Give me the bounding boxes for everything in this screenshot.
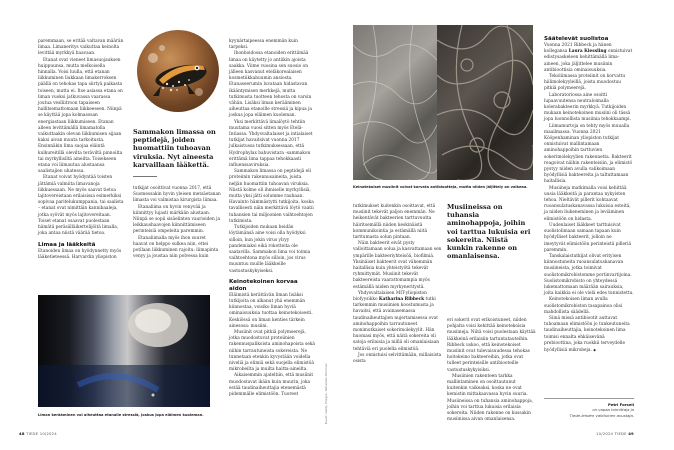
snail-photo [38, 295, 210, 407]
body-paragraph: Etanaliima on hyvin venyvää ja kiinnittyy lujasti märkään alustaan. Niinpä se sopii sisäelinten vaurioiden ja leikkaushaavojen kiinnittämiseen perinteisiä ompeleita paremmin. [133, 204, 220, 235]
author-bio-line: Tiede-lehden vakituinen avustaja. [569, 412, 634, 418]
body-paragraph: Liimamurtoja on tehty myös muualla maailmassa. Vuonna 2021 Kööpenhaminan yliopiston tutkijat onnistuivat mallintamaan aminohappoihin tarttuvien sokerimolekyylien rakennetta. Bakteerit reagoivat näihin rakenteisiin, ja elimistö pystyy niiden avulla valikoimaan hyödyllisiä bakteereita ja taltuttamaan haitallisia. [544, 123, 633, 185]
body-paragraph: kyynärtaipeessa enemmän kuin tarpeksi. [229, 39, 298, 51]
body-paragraph: Yhdysvaltalaisen MIT-yliopiston biofyysikko Katharina Ribbeck tutki tarkemmin musiinien koostumusta ja havaitsi, että avainasemassa taudinaiheuttajien nujertamisessa ovat aminohappoihin tarrautuneet monimutkaiset sokerimolekyylit. Hän huomasi myös, että näitä sokereita oli satoja erilaisia ja niillä oli omanlaisiaan tehtäviä eri puolella elimistöä. [353, 290, 440, 352]
folio-left [19, 431, 57, 436]
body-paragraph: Eläimistä kerättävän liman lisäksi tutkijoita on alkanut yhä enemmän kiinnostaa, voisiko liman hyviä ominaisuuksia tuottaa keinotekoisesti. Keskiössä on liman kenties tärkein ainesosa: musiini. [229, 292, 313, 329]
body-paragraph: Tutkijoiden mukaan heidän löytämänsä aine voisi olla hyödyksi silloin, kun jokin virus ylryy pandemiaksi eikä rokotteita ole saatavilla. Sammakon lima voi toimia vaihtoehtona myös silloin, jos virus muuntuu muille lääkkeille vastustuskykyiseksi. [229, 225, 311, 274]
body-paragraph: Sammakon limassa on peptidejä eli proteiinin rakennusaineita, joista neljän huomattiin tuhoavan viruksia. Niistä kolme oli ihmiselle myrkyllisiä, mutta yksi jätti solumme rauhaan. Havainto hämmästytti tutkijoita, koska tavallisesti näin merkittävä löytö vaatii tuhansien tai miljoonien vaihtoehtojen tutkimista. [229, 169, 314, 224]
body-paragraph: Vuonna 2021 Ribbeck ja hänen kollegansa Laura Kiessling onnistuivat edistysaskeleen kehittämällä lima-aineen, joka jäljittelee musiinin antibioottisia ominaisuuksia. [544, 43, 633, 73]
subhead-saatelevat-suolistoa: Säätelevät suolistoa [544, 36, 609, 42]
magazine-name: TIEDE [614, 431, 627, 436]
magazine-name: TIEDE [26, 431, 39, 436]
body-paragraph: Musiineja matkimalla voisi kehittää uusia lääkkeitä ja parantaa nykyisten tehoa. Nieltävät pillerit kohtaavat ruoansulatuskanavassa lukuisia esteitä, ja niiden liukeneminen ja leviäminen elimistöön on hidasta. [544, 185, 631, 222]
page-number: 49 [628, 431, 634, 436]
photo-credit: Kuvat: Getty Images, Sebastian Pommer [324, 363, 328, 424]
person-name: Laura Kiessling [568, 49, 607, 55]
body-paragraph: Keinotekoisen liman avulla suolistomikrobiston tasapainoa olisi mahdollista säädellä. [544, 297, 623, 315]
person-name: Katharina Ribbeck [378, 297, 425, 303]
column-2 [133, 186, 221, 260]
body-paragraph: Etanoiden limaa on hyödynnetty myös lääketieteessä. Harvardin yliopiston [38, 248, 122, 260]
microscope-image-normal [353, 25, 437, 180]
body-paragraph: Uudenlaiset lääkkeet tarttuisivat suolistolimaan samaan tapaan kuin hyödylliset bakteerit, jolloin ne imeytyvät elimistöön perinteistä pilleriä paremmin. [544, 222, 632, 253]
end-mark-icon: ◆ [593, 347, 596, 352]
mucin-network-icon [437, 25, 533, 180]
body-paragraph: Tekoliimassa proteiinit on korvattu hiilimolekyyleillä, joista muodostuu pitkiä polymeerejä. [544, 74, 626, 92]
author-box [544, 402, 634, 418]
snail-icon [38, 295, 210, 407]
body-paragraph: Etanat voivat hyödyntää toisten jättämiä valmiita limavanoja liikkuessaan. Ne myös saavat tietoa lajitovereistaan erilaisissa esimerkiksi sopivaa paritelukumppania, tai saalista – etanat ovat nimittäin kannibaaleja, jotka syövät myös lajitovereitaan. Toiset etanat osaavat puolestaan hämätä peräsälläikertelijöitä limalla, joka antaa niistä väärää tietoa. [38, 175, 124, 237]
body-paragraph: Laboratoriossa aine osoitti lupaavuutensa neutraloimalla kolerabakteerin myrkkyä. Tutkijoiden mukaan keinotekoinen musiini oli tässä jopa luonnollista musiinia tehokkaampi. [544, 92, 631, 123]
column-3 [229, 39, 315, 398]
column-5 [447, 318, 537, 423]
body-paragraph: tutkijat osoittivat vuonna 2017, että Suomessakin hyvin yleisen metsäetanan limasta voi valmistaa kirurgista liimaa. [133, 186, 221, 204]
author-rule [544, 398, 634, 399]
right-page [337, 0, 674, 450]
pull-quote-rule [133, 176, 157, 177]
body-paragraph: Ihonhoidossa etanoiden erittämää limaa on käytetty jo antiikin ajoista saakka. Viime vuosina sen suosio on jälleen kasvanut eteläkorealaisen kosmetiikkabuumin ansiosta. Etanaseerumin luvataan hidastavan ikääntymisen merkkejä, mutta tutkimusta tuotteen tehosta on varsin vähän. Lisäksi liman kerääminen aiheuttaa etanoille stressiä ja kipua ja joskus jopa eläimen kuoleman. [229, 51, 312, 119]
frog-pull-quote: Sammakon limassa on peptidejä, joiden huomattiin tuhoavan viruksia. Nyt aineesta karvaillaan lääkettä. [133, 128, 216, 169]
body-paragraph: tutkimukset kuitenkin osoittavat, että musiinit tekevät paljon enemmän. Ne heikentävät bakteerien tarttuvuutta häiritsemällä niiden keskinäistä kommunikointia ja estämällä niitä tarttumasta solun pintaan. [353, 204, 436, 241]
microscope-caption: Keinotekoiset musiinit voivat korvata antibiootteja, mutta niiden jäljittely on vaikeaa. [353, 185, 528, 189]
body-paragraph: Tanskalaistutkijat olivat erityisen kiinnostuneita ruoansulatuskanavan musiineista, jotka toimivat suolistomikrobistomme portinvartijoina. Suolistomikrobisto on yhteydessä lukemattomaan määrään sairauksia, joita kaikkia ei ole vielä edes tunnistettu. [544, 253, 634, 297]
body-paragraph: Etanat ovat vieneet limasuojauksen huippuunsa, mutta melkoisella hinnalla. Voisi luulla, että etanan liikkuminen liukkaan limakerroksen päällä on tehokas tapa siirtyä paikasta toiseen, mutta ei. Itse asiassa etana on liman vuoksi jatkuvassa vaarassa joutua veslliitroon tapaiseen hallitsemattomaan liikkeeseen. Niinpä se käyttää jopa kolmasosan energiastaan liikkumiseen. Etanan alleen levittämällä limamatolla vaikuttaakin olevan liikkumisen sijaan kaksi aivan muuta tarkoitusta. Ensinnäkin lima suojaa eläintä kulkureitillä olevilta teräviltä pinnoilta tai myrkyllisiltä aineilta. Toisekseen etana voi liimautua alustaansa saalistajien uhatessa. [38, 57, 123, 175]
body-paragraph: Jos onnistuisi selvittämään, millaisista osista [353, 352, 442, 365]
frog-photo [137, 30, 219, 112]
body-paragraph: Musiinit ovat pitkiä polymeerejä, jotka muodostuvat proteiinien rakennuspalikoista aminohapoista sekä niihin tarrautuneista sokereista. Ne tunnetaan etenkin kyvystään voidella niveliä ja elimiä sekä suojella elimistöä mikrobeilta ja muilta haitta-aineilta. [229, 329, 315, 373]
issue-number: 10/2024 [596, 431, 614, 436]
body-paragraph: Musiinien rakenteen tarkka mallintaminen on osoittautunut kuitenkin vaikeaksi, koska ne ovat kemistin mittakaavassa hyvin suuria. Musiineissa on tuhansia aminohappoja, joihin voi tarttua lukuisia erilaisia sokereita. Niiden rakenne on kussakin musiinissa aivan omanlaisensa. [447, 373, 534, 423]
frog-icon [137, 30, 219, 112]
body-paragraph: Yksi merkittävä limalöytö tehtiin muutama vuosi sitten myös Etelä-Intiassa. Yhdysvaltalaiset ja intialaiset tutkijat havaitsivat vuonna 2017 julkaistussa tutkimuksessaan, että Hydrophylax bahuvistara -sammakon erittämä lima tappaa tehokkaasti influenssaviruksia. [229, 119, 313, 169]
musiini-pull-quote: Musiineissa on tuhansia aminohappoja, joihin voi tarttua lukuisia eri sokereita. Niistä kunkin rakenne on omanlaisensa. [447, 203, 531, 261]
subhead-limaa-ja-laakkeita: Limaa ja lääkkeitä [38, 241, 96, 248]
mucin-fibers-icon [353, 25, 437, 180]
subhead-keinotekoinen-korvaa-aidon: Keinotekoinen korvaa aidon [229, 278, 298, 292]
column-4 [353, 204, 443, 365]
body-paragraph: eri sokerit ovat erikoistuneet, niiden pohjalta voisi kehittää keinotekoisia musiineja. Niitä voisi puolestaan käyttää lääkkeinä erilaisiin tartuntatauteihin. Ribbeck uskoo, että keinotekoiset musiinit ovat tulevaisuudessa tehokas hoitokeino bakteereihin, jotka ovat tulleet perinteisille antibiooteille vastustuskykyisiksi. [447, 318, 536, 373]
body-paragraph: Siinä missä antibiootit auttavat tuhoamaan elimistöön jo tunkeutuneita taudinaiheuttajia, keinotekoinen lima toimisi ennalta ehkäisevänä prebioottina, joka ruokkii terveydelle hyödyllisiä mikrobeja. ◆ [544, 315, 630, 353]
body-paragraph: Aikaisemmin ajateltiin, että musiinit muodostavat ikään kuin muurin, joka estää taudinaiheuttajia etenemästä pidemmälle elimistöön. Tuoreet [229, 373, 314, 397]
folio-right [596, 431, 634, 436]
author-name: Petri Forsell [607, 402, 634, 407]
body-paragraph: Näin bakteerit eivät pysty valloittamaan solua ja kasvattamaan sen ympärille bakteeriyhteisöä, biofilmiä. Yksinäiset bakteerit ovat vähemmän haitallisia kuin yhteistyötä tekevät ryhmittymät. Musiinit tekevät bakteereista vaarattomampia myös estämällä niiden myrkyneritystä. [353, 241, 442, 290]
page-number: 48 [19, 431, 25, 436]
snail-caption: Liman kerääminen voi aiheuttaa etanalle stressiä, joskus jopa eläimen kuoleman. [38, 413, 204, 417]
author-bio-line: on vapaa toimittaja ja [592, 407, 634, 413]
body-paragraph: paremmaan, se eritää valtavan määrän limaa. Limaneritys vaikuttaa keinolta levittää myrkkyä haavaan. [38, 39, 124, 57]
column-6 [544, 36, 634, 354]
column-1 [38, 39, 124, 261]
microscope-image-artificial [437, 25, 533, 180]
body-paragraph: Etanaliimalla myös ihon suuret haavat on helppo sulkea niin, ettei potilaan liikkuminen rajoitu: liimapinta venyy ja joustaa niin polvessa kuin [133, 235, 219, 260]
issue-number: 10/2024 [39, 431, 57, 436]
